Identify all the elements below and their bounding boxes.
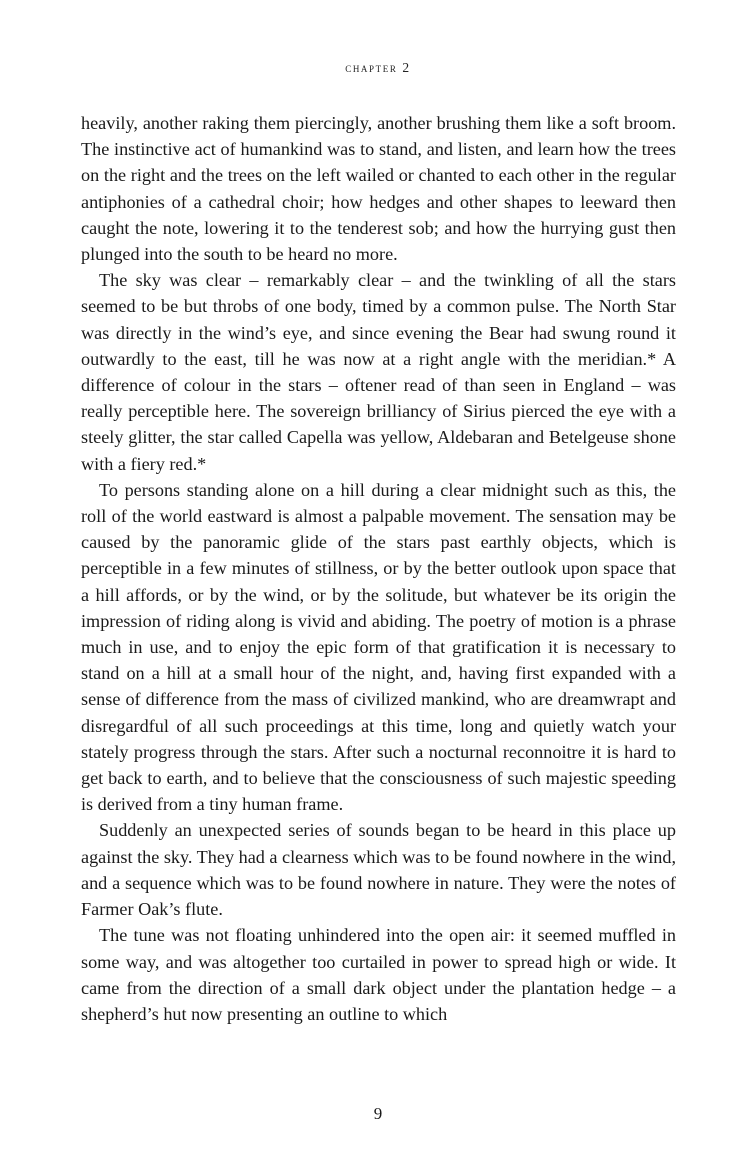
running-head: chapter 2 — [345, 60, 411, 75]
paragraph: To persons standing alone on a hill during a clear midnight such as this, the roll of the world eastward is almost a palpable movement. The sensation may be caused by the panoramic glide of the stars past earthly objects, which is perceptible in a few minutes of stillness, or by the better outlook upon space that a hill affords, or by the wind, or by the solitude, but whatever be its origin the impression of riding along is vivid and abiding. The poetry of motion is a phrase much in use, and to enjoy the epic form of that gratification it is necessary to stand on a hill at a small hour of the night, and, having first expanded with a sense of difference from the mass of civilized mankind, who are dreamwrapt and disregardful of all such proceedings at this time, long and quietly watch your stately progress through the stars. After such a nocturnal reconnoitre it is hard to get back to earth, and to believe that the consciousness of such majestic speeding is derived from a tiny human frame. — [81, 479, 676, 815]
paragraph-continued: heavily, another raking them piercingly, another brushing them like a soft broom. The instinctive act of humankind was to stand, and listen, and learn how the trees on the right and the trees on the left wailed or chanted to each other in the regular antiphonies of a cathedral choir; how hedges and other shapes to leeward then caught the note, lowering it to the tenderest sob; and how the hurrying gust then plunged into the south to be heard no more. — [81, 113, 676, 265]
body-text — [81, 110, 676, 1027]
paragraph: The sky was clear – remarkably clear – and the twinkling of all the stars seemed to be but throbs of one body, timed by a common pulse. The North Star was directly in the wind’s eye, and since evening the Bear had swung round it outwardly to the east, till he was now at a right angle with the meridian.* A difference of colour in the stars – oftener read of than seen in England – was really perceptible here. The sovereign brilliancy of Sirius pierced the eye with a steely glitter, the star called Capella was yellow, Aldebaran and Betelgeuse shone with a fiery red.* — [81, 270, 676, 474]
paragraph: Suddenly an unexpected series of sounds began to be heard in this place up against the sky. They had a clearness which was to be found nowhere in the wind, and a sequence which was to be found nowhere in nature. They were the notes of Farmer Oak’s flute. — [81, 820, 676, 920]
page-number: 9 — [373, 1104, 383, 1123]
paragraph: The tune was not floating unhindered into the open air: it seemed muffled in some way, and was altogether too curtailed in power to spread high or wide. It came from the direction of a small dark object under the plantation hedge – a shepherd’s hut now presenting an outline to which — [81, 925, 676, 1024]
